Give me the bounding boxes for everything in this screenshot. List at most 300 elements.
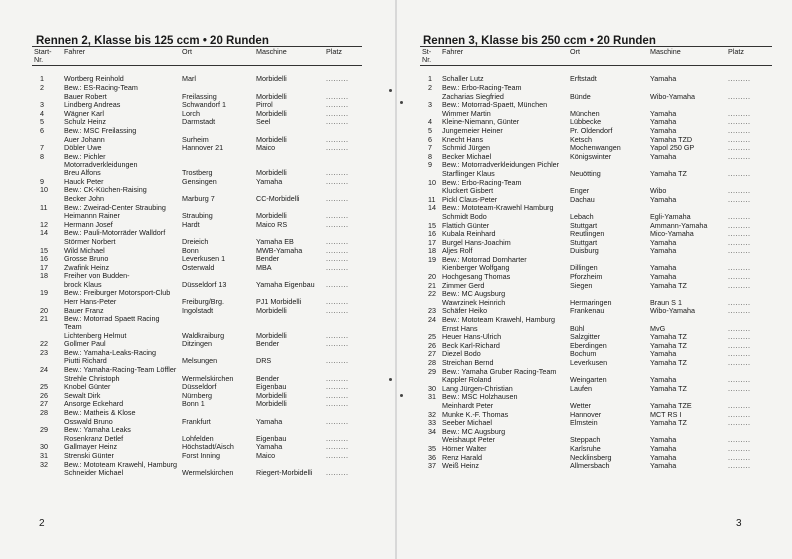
rider-cell: Bew.: Pichler Motorradverkleidungen (64, 151, 138, 169)
placement-blank: ......... (728, 168, 751, 178)
rider-cell: Strehle Christoph (64, 373, 120, 383)
rider-cell: Bew.: Yamaha-Racing-Team Löffler (64, 365, 177, 375)
start-number-cell: 20 (40, 305, 48, 315)
town-cell: Surheim (182, 134, 209, 144)
placement-blank: ......... (728, 143, 751, 153)
rider-cell: Bew.: Freiburger Motorsport-Club (64, 288, 171, 298)
placement-blank: ......... (326, 468, 349, 478)
town-cell: Dreieich (182, 236, 209, 246)
placement-blank: ......... (326, 134, 349, 144)
machine-cell: Yamaha TZ (650, 418, 687, 428)
rider-cell: Zimmer Gerd (442, 280, 485, 290)
town-cell: Königswinter (570, 151, 612, 161)
table-header-row (32, 47, 362, 66)
table-row (32, 315, 362, 331)
header-st-nr: St-Nr. (420, 47, 440, 66)
machine-cell: Bender (256, 254, 280, 264)
race-2-entries (32, 66, 362, 478)
start-number-cell: 24 (40, 365, 48, 375)
placement-blank: ......... (728, 74, 751, 84)
town-cell: Siegen (570, 280, 593, 290)
placement-blank: ......... (326, 74, 349, 84)
placement-blank: ......... (728, 375, 751, 385)
start-number-cell: 35 (428, 443, 436, 453)
rider-cell: Schäfer Heiko (442, 306, 488, 316)
placement-blank: ......... (728, 108, 751, 118)
machine-cell: Yamaha (256, 416, 283, 426)
start-number-cell: 37 (428, 461, 436, 471)
start-number-cell: 10 (40, 185, 48, 195)
machine-cell: Maico (256, 143, 276, 153)
rider-cell: Wägner Karl (64, 108, 104, 118)
start-number-cell: 21 (40, 314, 48, 324)
town-cell: Darmstadt (182, 117, 216, 127)
machine-cell: Yamaha (256, 176, 283, 186)
rider-cell: Heimannn Rainer (64, 211, 120, 221)
machine-cell: Maico RS (256, 219, 288, 229)
machine-cell: Morbidelli (256, 134, 287, 144)
start-number-cell: 16 (40, 254, 48, 264)
machine-cell: Braun S 1 (650, 297, 682, 307)
town-cell: Bonn 1 (182, 399, 205, 409)
start-number-cell: 26 (428, 340, 436, 350)
machine-cell (254, 315, 324, 331)
town-cell: Pr. Oldendorf (570, 125, 613, 135)
rider-cell: Bew.: Mototeam Krawehl, Hamburg (442, 315, 556, 325)
start-number-cell: 11 (428, 194, 436, 204)
placement-blank: ......... (728, 400, 751, 410)
placement-blank: ......... (326, 254, 349, 264)
start-number-cell: 26 (40, 390, 48, 400)
machine-cell: Yamaha (650, 74, 677, 84)
machine-cell: Yamaha TZ (650, 332, 687, 342)
table-row (420, 462, 772, 471)
placement-blank: ......... (326, 211, 349, 221)
race-2-title: Rennen 2, Klasse bis 125 ccm • 20 Runden (36, 35, 269, 47)
start-number-cell: 27 (428, 349, 436, 359)
placement-blank: ......... (728, 186, 751, 196)
placement-blank: ......... (728, 461, 751, 471)
town-cell: Melsungen (182, 356, 218, 366)
start-number-cell: 25 (40, 382, 48, 392)
town-cell: Düsseldorf 13 (182, 279, 227, 289)
race-2-entry-table (32, 46, 362, 478)
town-cell: Hardt (182, 219, 200, 229)
town-cell: Bünde (570, 91, 591, 101)
machine-cell: Yamaha (650, 125, 677, 135)
placement-blank: ......... (326, 399, 349, 409)
start-number-cell: 5 (40, 117, 44, 127)
machine-cell: Morbidelli (256, 108, 287, 118)
start-number-cell: 7 (428, 143, 432, 153)
placement-blank: ......... (326, 143, 349, 153)
placement-blank: ......... (728, 246, 751, 256)
start-number-cell: 19 (428, 254, 436, 264)
rider-cell: Flattich Günter (442, 220, 490, 230)
placement-blank: ......... (728, 452, 751, 462)
placement-blank: ......... (728, 229, 751, 239)
town-cell: Leverkusen (570, 358, 608, 367)
rider-cell: Störmer Norbert (64, 236, 116, 246)
machine-cell: Egli-Yamaha (650, 211, 691, 221)
town-cell: Wetter (570, 400, 592, 410)
machine-cell: Morbidelli (256, 74, 287, 84)
start-number-cell: 1 (428, 74, 432, 84)
machine-cell: Eigenbau (256, 433, 287, 443)
rider-cell: Bew.: Motorrad Dornharter (442, 254, 527, 264)
start-number-cell: 24 (428, 315, 436, 325)
town-cell: Erftstadt (570, 74, 597, 84)
rider-cell: Lang Jürgen-Christian (442, 383, 513, 393)
start-number-cell: 33 (428, 418, 436, 428)
rider-cell: Schulz Heinz (64, 117, 106, 127)
rider-cell: Kienberger Wolfgang (442, 263, 510, 273)
rider-cell: Bew.: Zweirad-Center Straubing (64, 202, 166, 212)
start-number-cell: 18 (40, 271, 48, 281)
rider-cell: Schaller Lutz (442, 74, 484, 84)
town-cell: Lebach (570, 211, 594, 221)
rider-cell: Ansorge Eckehard (64, 399, 124, 409)
placement-blank: ......... (326, 245, 349, 255)
start-number-cell: 22 (428, 289, 436, 299)
machine-cell: Bender (256, 339, 280, 349)
machine-cell: Yamaha (650, 151, 677, 161)
start-number-cell: 28 (40, 408, 48, 417)
town-cell: Wermelskirchen (182, 373, 234, 383)
machine-cell: CC-Morbidelli (256, 193, 300, 203)
start-number-cell (32, 195, 62, 204)
rider-cell: Strenski Günter (64, 450, 114, 460)
start-number-cell: 21 (428, 280, 436, 290)
machine-cell: Yamaha TZ (650, 340, 687, 350)
placement-blank: ......... (728, 151, 751, 161)
machine-cell: Morbidelli (256, 211, 287, 221)
placement-blank (324, 153, 362, 169)
rider-cell: Bew.: Mototeam Krawehl, Hamburg (64, 459, 178, 469)
rider-cell: Rosenkranz Detlef (64, 433, 124, 443)
machine-cell: Morbidelli (256, 390, 287, 400)
town-cell: Neuötting (570, 168, 601, 178)
rider-cell: Starflinger Klaus (442, 168, 495, 178)
machine-cell: Yamaha Eigenbau (256, 279, 315, 289)
placement-blank: ......... (728, 443, 751, 453)
town-cell: Duisburg (570, 246, 599, 256)
town-cell: Dachau (570, 194, 595, 204)
rider-cell: Bew.: MSC Holzhausen (442, 392, 518, 402)
placement-blank: ......... (326, 219, 349, 229)
rider-cell: Bew.: Erbo-Racing-Team (442, 177, 522, 187)
start-number-cell: 20 (428, 272, 436, 282)
placement-blank: ......... (728, 435, 751, 445)
start-number-cell: 6 (40, 125, 44, 135)
machine-cell: Wibo-Yamaha (650, 306, 696, 316)
rider-cell: Seeber Michael (442, 418, 492, 428)
placement-blank: ......... (728, 323, 751, 333)
placement-blank: ......... (728, 211, 751, 221)
town-cell: Stuttgart (570, 237, 598, 247)
start-number-cell: 5 (428, 125, 432, 135)
rider-cell: Bew.: Motorradverkleidungen Pichler (442, 160, 560, 170)
rider-cell: Knecht Hans (442, 134, 484, 144)
start-number-cell: 27 (40, 399, 48, 409)
header-fahrer: Fahrer (62, 47, 180, 66)
placement-blank: ......... (326, 373, 349, 383)
start-number-cell: 17 (428, 237, 436, 247)
town-cell: Ketsch (570, 134, 592, 144)
placement-blank: ......... (326, 193, 349, 203)
start-number-cell: 9 (40, 176, 44, 186)
rider-cell: Wawrzinek Heinrich (442, 297, 506, 307)
rider-cell: Weishaupt Peter (442, 435, 496, 445)
town-cell: Lorch (182, 108, 200, 118)
town-cell: Marl (182, 74, 196, 84)
rider-cell: Bew.: Yamaha Leaks (64, 425, 131, 435)
placement-blank: ......... (728, 272, 751, 282)
machine-cell: Wibo-Yamaha (650, 91, 696, 101)
placement-blank: ......... (326, 262, 349, 272)
town-cell: Elmstein (570, 418, 598, 428)
town-cell: Enger (570, 186, 590, 196)
placement-blank: ......... (728, 263, 751, 273)
rider-cell: Zwafink Heinz (64, 262, 110, 272)
start-number-cell: 36 (428, 452, 436, 462)
placement-blank: ......... (326, 279, 349, 289)
start-number-cell: 30 (428, 383, 436, 393)
placement-blank: ......... (326, 305, 349, 315)
table-header-row (420, 47, 772, 66)
machine-cell: Yamaha EB (256, 236, 294, 246)
town-cell: Bühl (570, 323, 585, 333)
placement-blank: ......... (728, 418, 751, 428)
machine-cell (254, 153, 324, 169)
rider-cell: Gallmayer Heinz (64, 442, 118, 452)
start-number-cell: 6 (428, 134, 432, 144)
town-cell: Waldkraiburg (182, 330, 225, 340)
start-number-cell: 30 (40, 442, 48, 452)
rider-cell: Becker John (64, 193, 104, 203)
start-number-cell: 17 (40, 262, 48, 272)
machine-cell: Seel (256, 117, 271, 127)
town-cell: Mochenwangen (570, 143, 621, 153)
town-cell: Marburg 7 (182, 193, 215, 203)
rider-cell: Weiß Heinz (442, 461, 480, 471)
machine-cell: Morbidelli (256, 168, 287, 178)
rider-cell: Bauer Franz (64, 305, 104, 315)
start-number-cell (32, 169, 62, 178)
rider-cell: Bew.: MC Augsburg (442, 426, 506, 436)
town-cell: Laufen (570, 383, 592, 393)
town-cell (180, 315, 254, 331)
rider-cell: Ernst Hans (442, 323, 478, 333)
placement-blank: ......... (728, 125, 751, 135)
machine-cell: MBA (256, 262, 272, 272)
start-number-cell: 23 (40, 347, 48, 357)
rider-cell: Döbler Uwe (64, 143, 102, 153)
start-number-cell: 23 (428, 306, 436, 316)
rider-cell: Bew.: MC Augsburg (442, 289, 506, 299)
town-cell: München (570, 108, 600, 118)
rider-cell: Bew.: Erbo-Racing-Team (442, 83, 522, 92)
start-number-cell: 16 (428, 229, 436, 239)
placement-blank: ......... (728, 340, 751, 350)
rider-cell: Beck Karl-Richard (442, 340, 500, 350)
machine-cell: Morbidelli (256, 399, 287, 409)
rider-cell: Streichan Bernd (442, 358, 494, 367)
machine-cell: Yamaha (650, 452, 677, 462)
placement-blank: ......... (326, 356, 349, 366)
start-number-cell: 18 (428, 246, 436, 256)
header-ort: Ort (568, 47, 648, 66)
rider-cell: Bew.: Mototeam-Krawehl Hamburg (442, 203, 554, 213)
rider-cell: Sewalt Dirk (64, 390, 101, 400)
placement-blank: ......... (728, 297, 751, 307)
town-cell: Leverkusen 1 (182, 254, 226, 264)
town-cell: Straubing (182, 211, 213, 221)
town-cell: Frankfurt (182, 416, 211, 426)
town-cell: Ingolstadt (182, 305, 214, 315)
page-number: 3 (736, 518, 742, 529)
header-ort: Ort (180, 47, 254, 66)
rider-cell: Lichtenberg Helmut (64, 330, 127, 340)
machine-cell: MWB-Yamaha (256, 245, 303, 255)
placement-blank: ......... (326, 100, 349, 110)
placement-blank: ......... (326, 91, 349, 101)
placement-blank: ......... (326, 382, 349, 392)
placement-blank: ......... (728, 383, 751, 393)
rider-cell: Auer Johann (64, 134, 105, 144)
start-number-cell: 19 (40, 288, 48, 298)
start-number-cell: 11 (40, 202, 48, 212)
rider-cell: Piutti Richard (64, 356, 107, 366)
rider-cell: Aljes Rolf (442, 246, 473, 256)
table-row (32, 153, 362, 169)
machine-cell: Yamaha TZ (650, 168, 687, 178)
town-cell: Lohfelden (182, 433, 214, 443)
town-cell: Necklinsberg (570, 452, 612, 462)
rider-cell: Becker Michael (442, 151, 492, 161)
rider-cell: Renz Harald (442, 452, 482, 462)
town-cell: Hermaringen (570, 297, 612, 307)
machine-cell: Yamaha TZ (650, 280, 687, 290)
placement-blank: ......... (326, 390, 349, 400)
header-fahrer: Fahrer (440, 47, 568, 66)
placement-blank: ......... (728, 220, 751, 230)
rider-cell: Bew.: Motorrad-Spaett, München (442, 100, 548, 110)
placement-blank: ......... (326, 117, 349, 127)
town-cell: Bonn (182, 245, 199, 255)
machine-cell: Yamaha (650, 194, 677, 204)
rider-cell: Zacharias Siegfried (442, 91, 504, 101)
rider-cell: Grosse Bruno (64, 254, 109, 264)
machine-cell: Yamaha (650, 349, 677, 359)
placement-blank: ......... (326, 176, 349, 186)
rider-cell: Herr Hans-Peter (64, 297, 117, 307)
start-number-cell: 14 (428, 203, 436, 213)
placement-blank: ......... (728, 358, 751, 367)
start-number-cell: 3 (428, 100, 432, 110)
town-cell: Lübbecke (570, 117, 602, 127)
rider-cell: Bew.: Yamaha-Leaks-Racing (64, 347, 157, 357)
print-mark (389, 378, 392, 381)
start-number-cell: 28 (428, 358, 436, 367)
placement-blank: ......... (728, 280, 751, 290)
start-number-cell: 12 (40, 219, 48, 229)
machine-cell: Bender (256, 373, 280, 383)
race-3-entry-table (420, 46, 772, 471)
start-number-cell: 3 (40, 100, 44, 110)
start-number-cell: 15 (428, 220, 436, 230)
start-number-cell: 31 (40, 450, 48, 460)
machine-cell: Yamaha (650, 443, 677, 453)
rider-cell: Wimmer Martin (442, 108, 491, 118)
rider-cell: Meinhardt Peter (442, 400, 494, 410)
placement-blank: ......... (326, 339, 349, 349)
machine-cell: Yamaha (650, 237, 677, 247)
start-number-cell: 2 (40, 83, 44, 92)
start-number-cell: 8 (40, 151, 44, 161)
town-cell: Eberdingen (570, 340, 607, 350)
town-cell: Osterwald (182, 262, 215, 272)
start-number-cell: 14 (40, 228, 48, 238)
machine-cell: Ammann-Yamaha (650, 220, 708, 230)
placement-blank: ......... (326, 450, 349, 460)
placement-blank (324, 315, 362, 331)
machine-cell: Yamaha TZE (650, 400, 692, 410)
placement-blank: ......... (728, 237, 751, 247)
machine-cell: Riegert-Morbidelli (256, 468, 313, 478)
rider-cell: Diezel Bodo (442, 349, 481, 359)
placement-blank: ......... (728, 306, 751, 316)
town-cell: Schwandorf 1 (182, 100, 226, 110)
town-cell: Salzgitter (570, 332, 600, 342)
machine-cell: Yamaha (650, 117, 677, 127)
rider-cell: Breu Alfons (64, 168, 101, 178)
rider-cell: Jungemeier Heiner (442, 125, 503, 135)
town-cell (180, 153, 254, 169)
town-cell: Dillingen (570, 263, 598, 273)
town-cell: Freilassing (182, 91, 217, 101)
rider-cell: Gollmer Paul (64, 339, 106, 349)
start-number-cell: 29 (40, 425, 48, 435)
start-number-cell: 1 (40, 74, 44, 84)
town-cell: Ditzingen (182, 339, 212, 349)
town-cell: Steppach (570, 435, 601, 445)
rider-cell: Heuer Hans-Ulrich (442, 332, 502, 342)
start-number-cell: 7 (40, 143, 44, 153)
rider-cell: Osswald Bruno (64, 416, 113, 426)
rider-cell: Bew.: Motorrad Spaett Racing Team (64, 314, 160, 332)
placement-blank: ......... (326, 416, 349, 426)
rider-cell: Wild Michael (64, 245, 105, 255)
table-row (420, 66, 772, 84)
placement-blank: ......... (326, 330, 349, 340)
start-number-cell: 32 (428, 409, 436, 419)
placement-blank: ......... (728, 409, 751, 419)
machine-cell: DRS (256, 356, 272, 366)
machine-cell: MCT RS I (650, 409, 682, 419)
start-number-cell (32, 136, 62, 145)
machine-cell: Maico (256, 450, 276, 460)
rider-cell: Schneider Michael (64, 468, 124, 478)
town-cell: Gensingen (182, 176, 217, 186)
print-mark (400, 394, 403, 397)
placement-blank: ......... (326, 168, 349, 178)
machine-cell: Yamaha (650, 272, 677, 282)
start-number-cell: 2 (428, 83, 432, 92)
machine-cell: Yamaha (650, 263, 677, 273)
placement-blank: ......... (728, 332, 751, 342)
start-number-cell: 22 (40, 339, 48, 349)
